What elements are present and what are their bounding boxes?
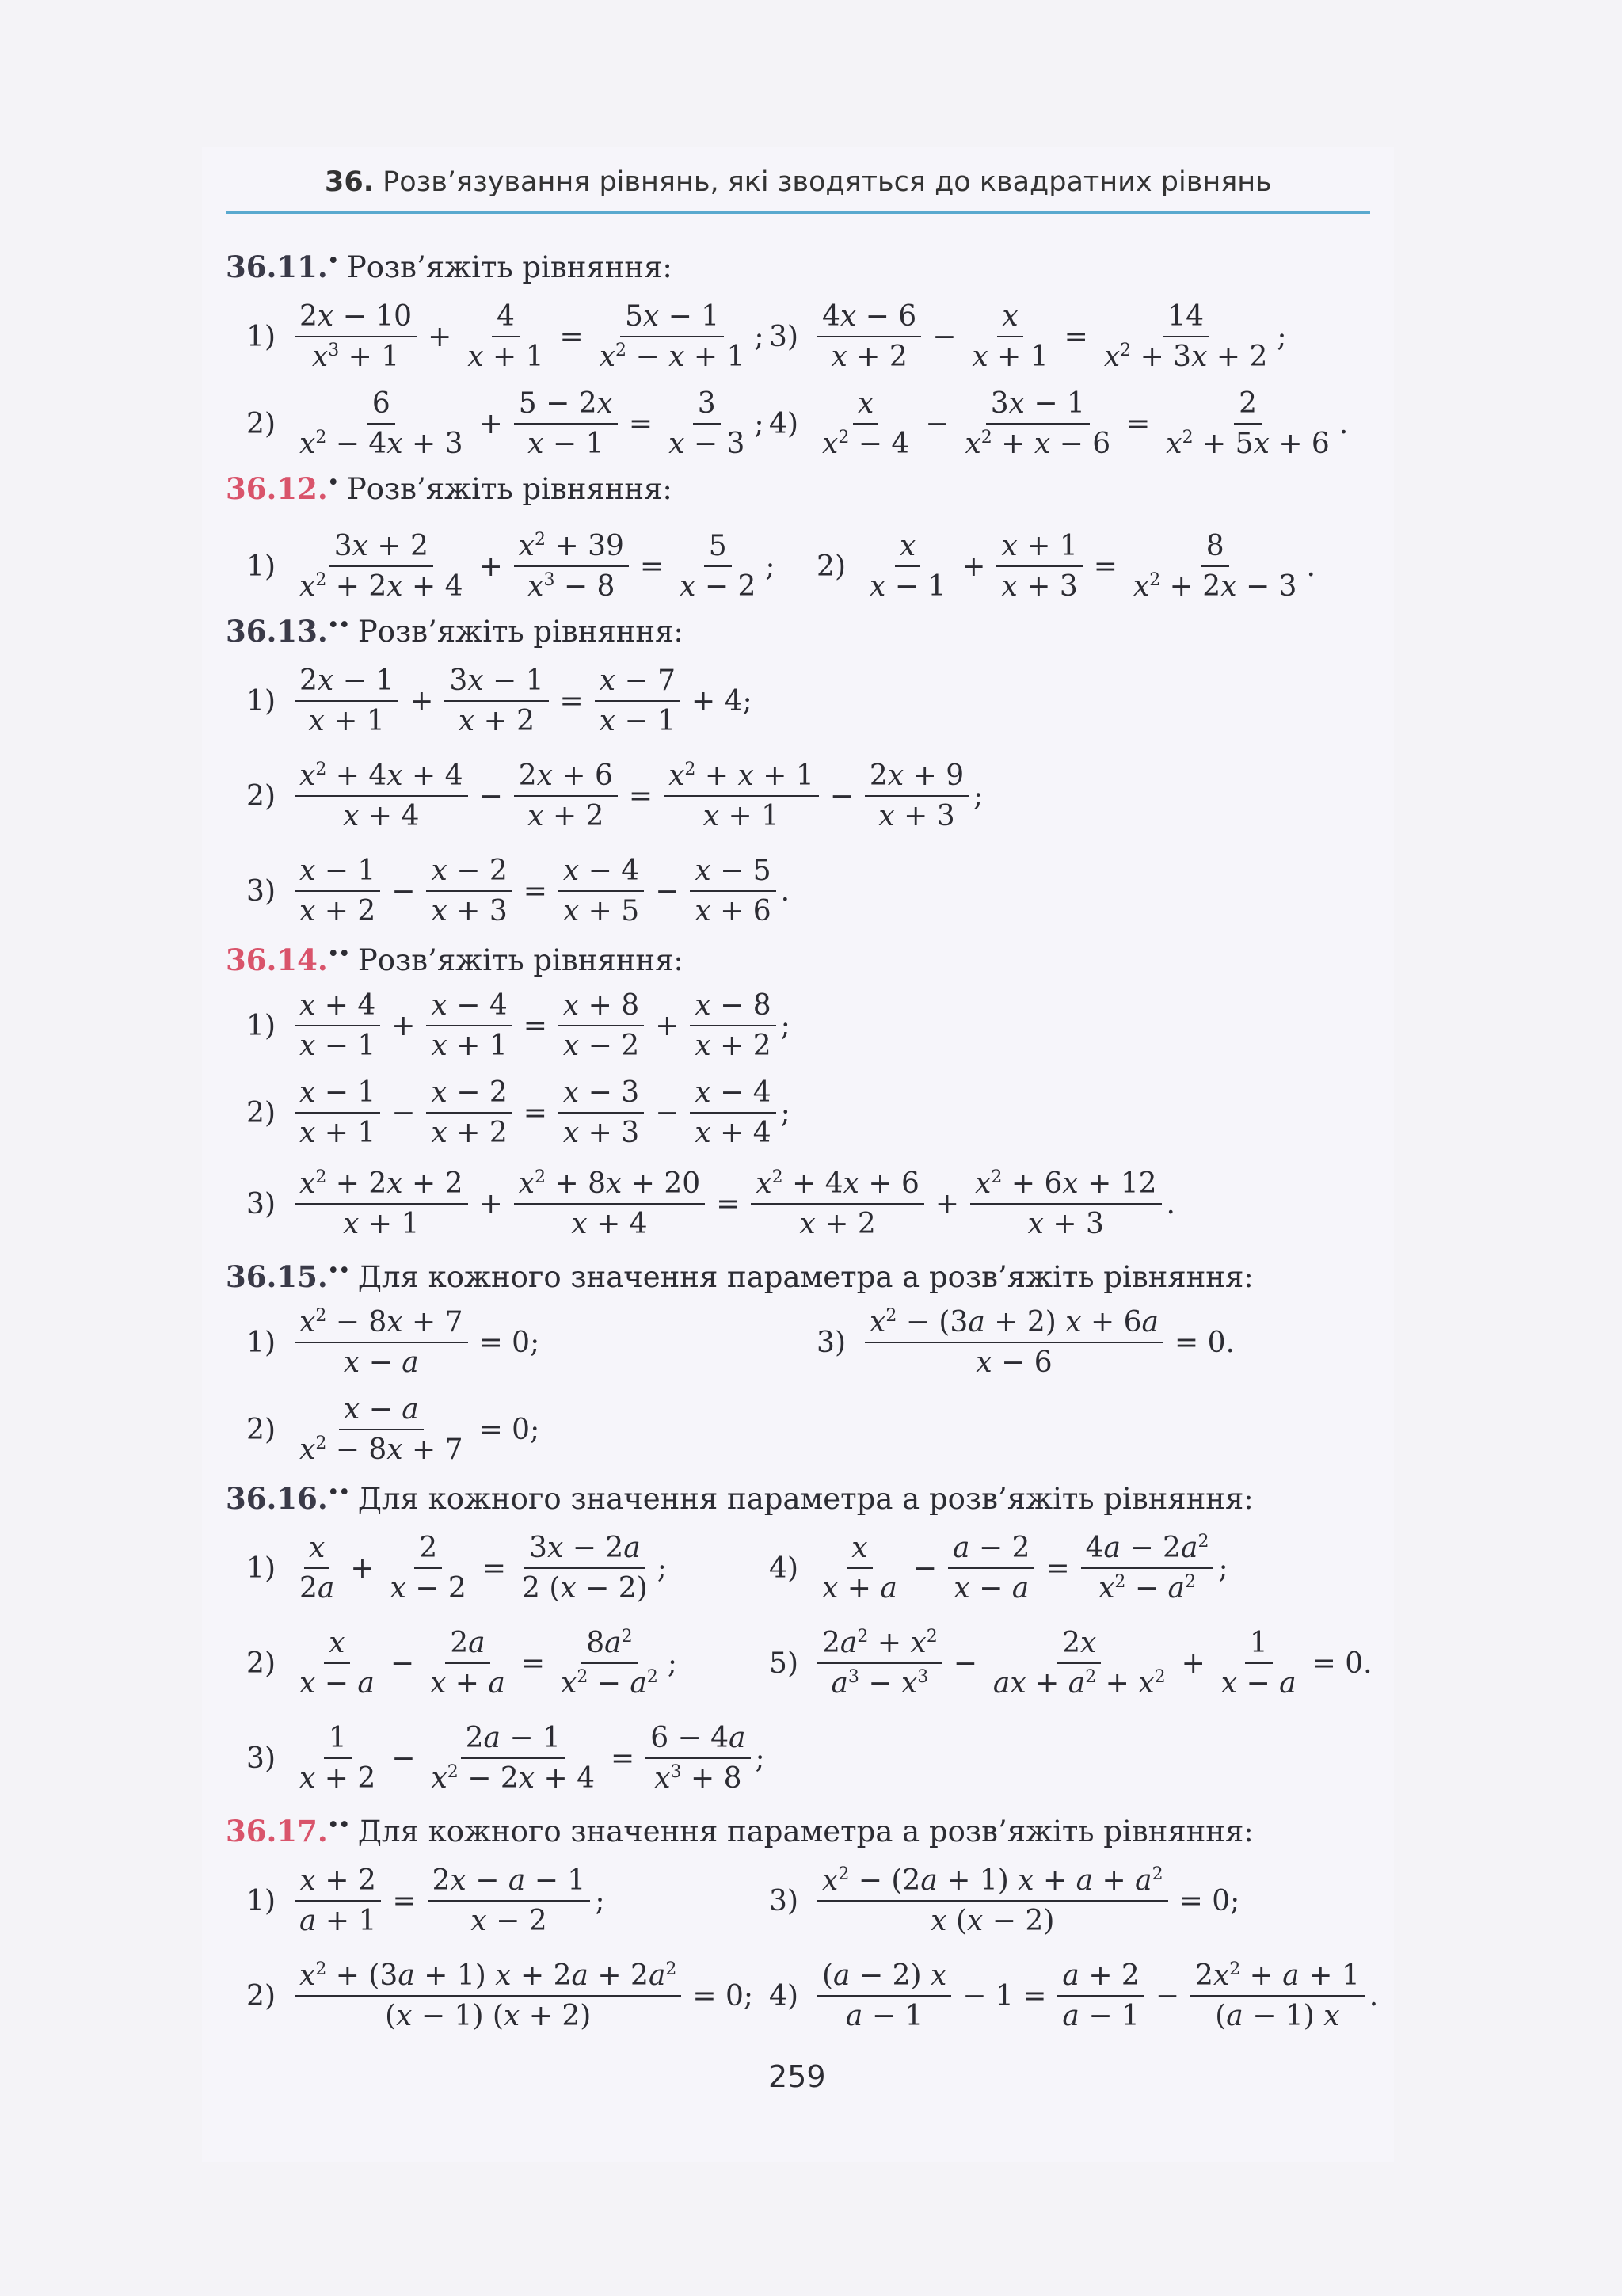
equation-36-12-1: 1) 3x + 2 $x^2 + 2x + 4$ + $\frac{x^2 + 39}{x^3 - 8}$ = $\frac{5}{x - 2}$ ;	[246, 530, 775, 603]
problem-36-17-heading: 36.17.•• Для кожного значення параметра a розв’яжіть рівняння:	[226, 1814, 1254, 1849]
equation-36-11-4: 4) x $x^2 - 4$ − $\frac{3x - 1}{x^2 + x - 6}$ = $\frac{2}{x^2 + 5x + 6}$ .	[769, 387, 1349, 460]
problem-36-12-heading: 36.12.• Розв’яжіть рівняння:	[226, 471, 672, 506]
equation-36-13-1: 1) 2x − 1 x + 1 + $\frac{3x - 1}{x + 2}$ = $\frac{x - 7}{x - 1}$ + 4;	[246, 664, 752, 737]
problem-36-15-heading: 36.15.•• Для кожного значення параметра a розв’яжіть рівняння:	[226, 1259, 1254, 1294]
header-rule	[226, 211, 1370, 214]
equation-36-13-2: 2) $x^2 + 4x + 4$ x + 4 − $\frac{2x + 6}{x + 2}$ = $\frac{x^2 + x + 1}{x + 1}$ − $\frac{2x + 9}{x + 3}$ ;	[246, 760, 984, 832]
equation-36-16-4: 4) x x + a − $\frac{a - 2}{x - a}$ = $\frac{4a - 2a^2}{x^2 - a^2}$ ;	[769, 1532, 1228, 1605]
equation-36-14-3: 3) $x^2 + 2x + 2$ x + 1 + $\frac{x^2 + 8x + 20}{x + 4}$ = $\frac{x^2 + 4x + 6}{x + 2}$ + $\frac{x^2 + 6x + 12}{x + 3}$ .	[246, 1167, 1175, 1240]
equation-36-13-3: 3) x − 1 x + 2 − $\frac{x - 2}{x + 3}$ = $\frac{x - 4}{x + 5}$ − $\frac{x - 5}{x + 6}$ .	[246, 855, 790, 927]
equation-36-16-5: 5) $2a^2 + x^2$ $a^3 - x^3$ − $\frac{2x}{ax + a^2 + x^2}$ + $\frac{1}{x - a}$ = 0.	[769, 1627, 1373, 1700]
equation-36-17-2: 2) $\frac{x^2 + (3a + 1) x + 2a + 2a^2}{(x - 1) (x + 2)}$ = 0;	[246, 1959, 754, 2032]
equation-36-11-1: 1) 2x − 10 $x^3 + 1$ + $\frac{4}{x + 1}$ = $\frac{5x - 1}{x^2 - x + 1}$ ;	[246, 300, 764, 373]
page-number: 259	[768, 2059, 826, 2094]
problem-36-14-heading: 36.14.•• Розв’яжіть рівняння:	[226, 942, 683, 977]
problem-36-11-heading: 36.11.• Розв’яжіть рівняння:	[226, 249, 672, 284]
equation-36-16-1: 1) x 2a + $\frac{2}{x - 2}$ = $\frac{3x - 2a}{2 (x - 2)}$ ;	[246, 1532, 667, 1605]
equation-36-12-2: 2) x x − 1 + $\frac{x + 1}{x + 3}$ = $\frac{8}{x^2 + 2x - 3}$ .	[817, 530, 1315, 603]
equation-36-14-2: 2) x − 1 x + 1 − $\frac{x - 2}{x + 2}$ = $\frac{x - 3}{x + 3}$ − $\frac{x - 4}{x + 4}$ ;	[246, 1076, 790, 1149]
equation-36-16-2: 2) x x − a − $\frac{2a}{x + a}$ = $\frac{8a^2}{x^2 - a^2}$ ;	[246, 1627, 678, 1700]
equation-36-16-3: 3) 1 x + 2 − $\frac{2a - 1}{x^2 - 2x + 4}$ = $\frac{6 - 4a}{x^3 + 8}$ ;	[246, 1722, 765, 1795]
equation-36-15-1: 1) $\frac{x^2 - 8x + 7}{x - a}$ = 0;	[246, 1306, 540, 1379]
problem-36-13-heading: 36.13.•• Розв’яжіть рівняння:	[226, 614, 683, 649]
equation-36-15-3: 3) $\frac{x^2 - (3a + 2) x + 6a}{x - 6}$ = 0.	[817, 1306, 1235, 1379]
page-header: 36. Розв’язування рівнянь, які зводяться до квадратних рівнянь	[325, 166, 1272, 198]
equation-36-11-2: 2) 6 $x^2 - 4x + 3$ + $\frac{5 - 2x}{x - 1}$ = $\frac{3}{x - 3}$ ;	[246, 387, 764, 460]
equation-36-17-1: 1) $\frac{x + 2}{a + 1}$ = $\frac{2x - a - 1}{x - 2}$ ;	[246, 1864, 605, 1937]
equation-36-14-1: 1) x + 4 x − 1 + $\frac{x - 4}{x + 1}$ = $\frac{x + 8}{x - 2}$ + $\frac{x - 8}{x + 2}$ ;	[246, 989, 790, 1062]
equation-36-17-3: 3) $\frac{x^2 - (2a + 1) x + a + a^2}{x (x - 2)}$ = 0;	[769, 1864, 1240, 1937]
equation-36-11-3: 3) 4x − 6 x + 2 − $\frac{x}{x + 1}$ = $\frac{14}{x^2 + 3x + 2}$ ;	[769, 300, 1287, 373]
equation-36-17-4: 4) (a − 2) x a − 1 − 1 = $\frac{a + 2}{a - 1}$ − $\frac{2x^2 + a + 1}{(a - 1) x}$ .	[769, 1959, 1379, 2032]
equation-36-15-2: 2) $\frac{x - a}{x^2 - 8x + 7}$ = 0;	[246, 1393, 540, 1466]
problem-36-16-heading: 36.16.•• Для кожного значення параметра a розв’яжіть рівняння:	[226, 1481, 1254, 1516]
